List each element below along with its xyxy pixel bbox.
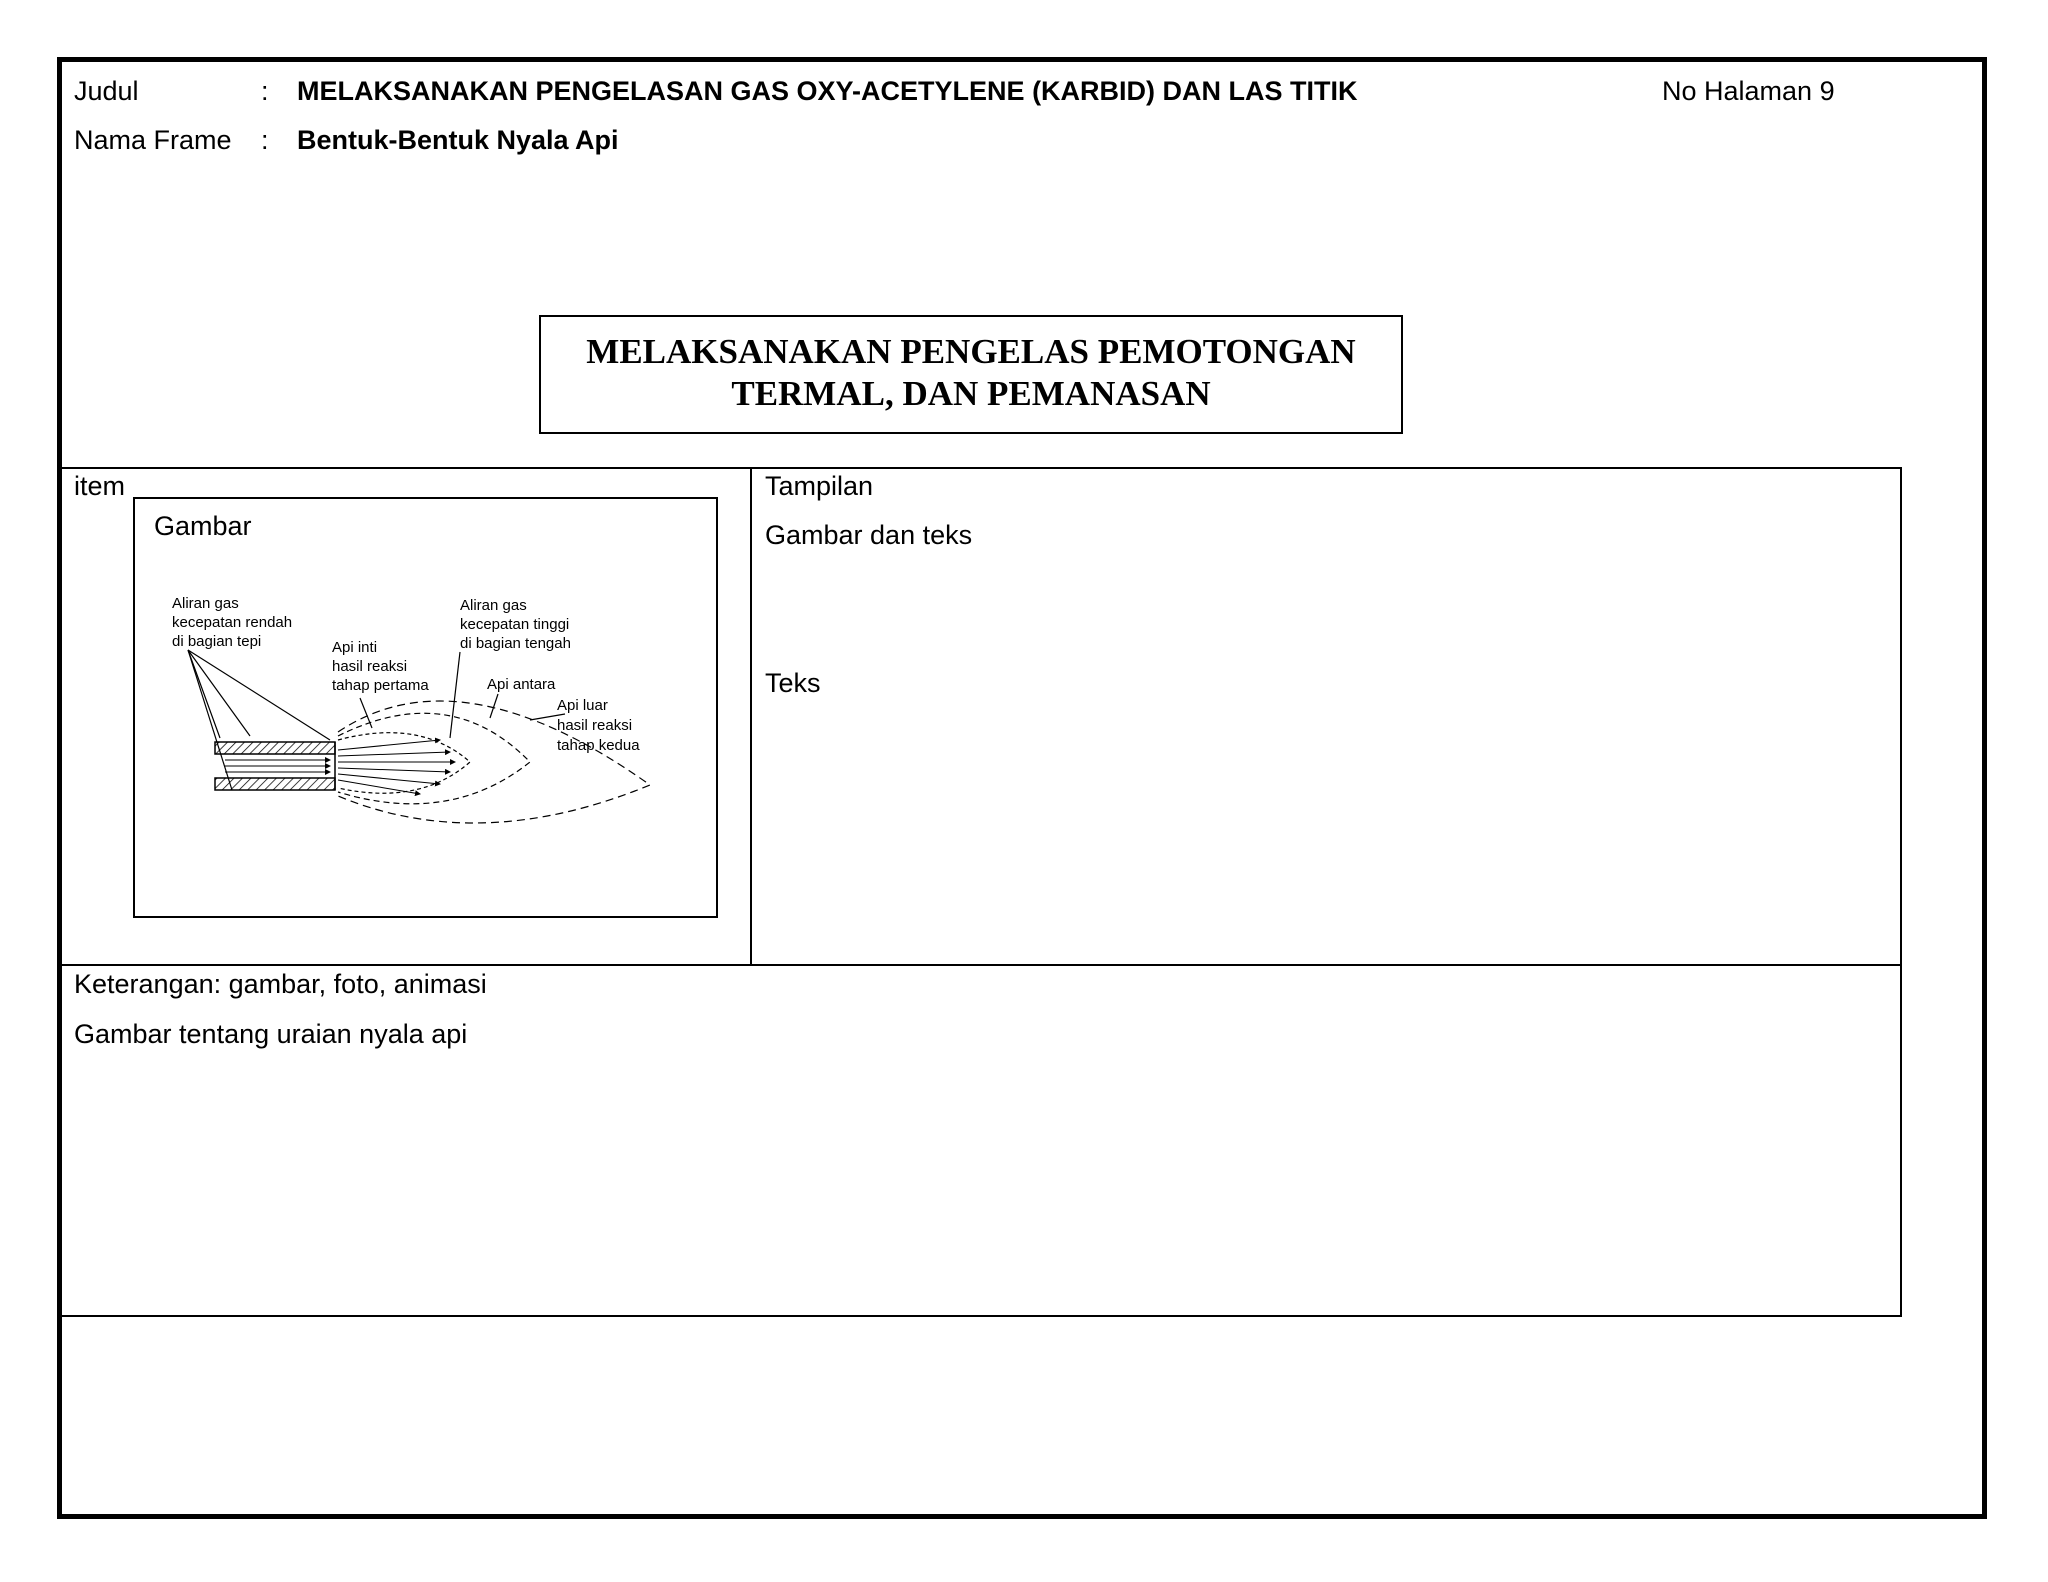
- label-inner-cone-2: hasil reaksi: [332, 658, 408, 675]
- nozzle-lower-wall: [215, 778, 335, 790]
- table-top-border: [57, 467, 1902, 469]
- label-inner-cone-3: tahap pertama: [332, 677, 429, 694]
- judul-value: MELAKSANAKAN PENGELASAN GAS OXY-ACETYLENE (KARBID) DAN LAS TITIK: [297, 76, 1358, 106]
- tampilan-label: Tampilan: [765, 471, 874, 501]
- flame-diagram: [150, 590, 670, 840]
- middle-flame-outline: [338, 713, 530, 804]
- label-high-speed-1: Aliran gas: [460, 597, 527, 614]
- label-outer-flame-3: tahap kedua: [557, 737, 640, 754]
- inner-cone-rays: [338, 740, 455, 794]
- label-high-speed-2: kecepatan tinggi: [460, 616, 570, 633]
- label-high-speed-3: di bagian tengah: [460, 635, 571, 652]
- label-outer-flame-1: Api luar: [557, 697, 608, 714]
- tampilan-text-teks: Teks: [765, 668, 821, 698]
- table-column-divider: [750, 467, 752, 966]
- keterangan-label: Keterangan: gambar, foto, animasi: [74, 969, 487, 999]
- judul-colon: :: [261, 76, 269, 106]
- table-right-border: [1900, 467, 1902, 1317]
- tampilan-text-image-and-text: Gambar dan teks: [765, 520, 973, 550]
- item-label: item: [74, 471, 126, 501]
- label-low-speed-3: di bagian tepi: [172, 633, 262, 650]
- inner-cone-outline: [338, 733, 470, 794]
- label-low-speed-2: kecepatan rendah: [172, 614, 293, 631]
- frame-colon: :: [261, 125, 269, 155]
- page-number: No Halaman 9: [1662, 76, 1835, 106]
- label-outer-flame-2: hasil reaksi: [557, 717, 633, 734]
- label-low-speed-1: Aliran gas: [172, 595, 239, 612]
- nozzle-upper-wall: [215, 742, 335, 754]
- section-title-line2: TERMAL, DAN PEMANASAN: [731, 374, 1211, 413]
- table-row-divider: [57, 964, 1902, 966]
- frame-label: Nama Frame: [74, 125, 232, 155]
- table-bottom-border: [57, 1315, 1902, 1317]
- gambar-label: Gambar: [154, 511, 252, 541]
- section-title-box: [539, 315, 1403, 434]
- label-inner-cone-1: Api inti: [332, 639, 378, 656]
- label-middle-flame: Api antara: [487, 676, 556, 693]
- judul-label: Judul: [74, 76, 139, 106]
- keterangan-text: Gambar tentang uraian nyala api: [74, 1019, 468, 1049]
- section-title-line1: MELAKSANAKAN PENGELAS PEMOTONGAN: [586, 332, 1356, 371]
- frame-value: Bentuk-Bentuk Nyala Api: [297, 125, 619, 155]
- nozzle-flow-arrows: [225, 760, 330, 772]
